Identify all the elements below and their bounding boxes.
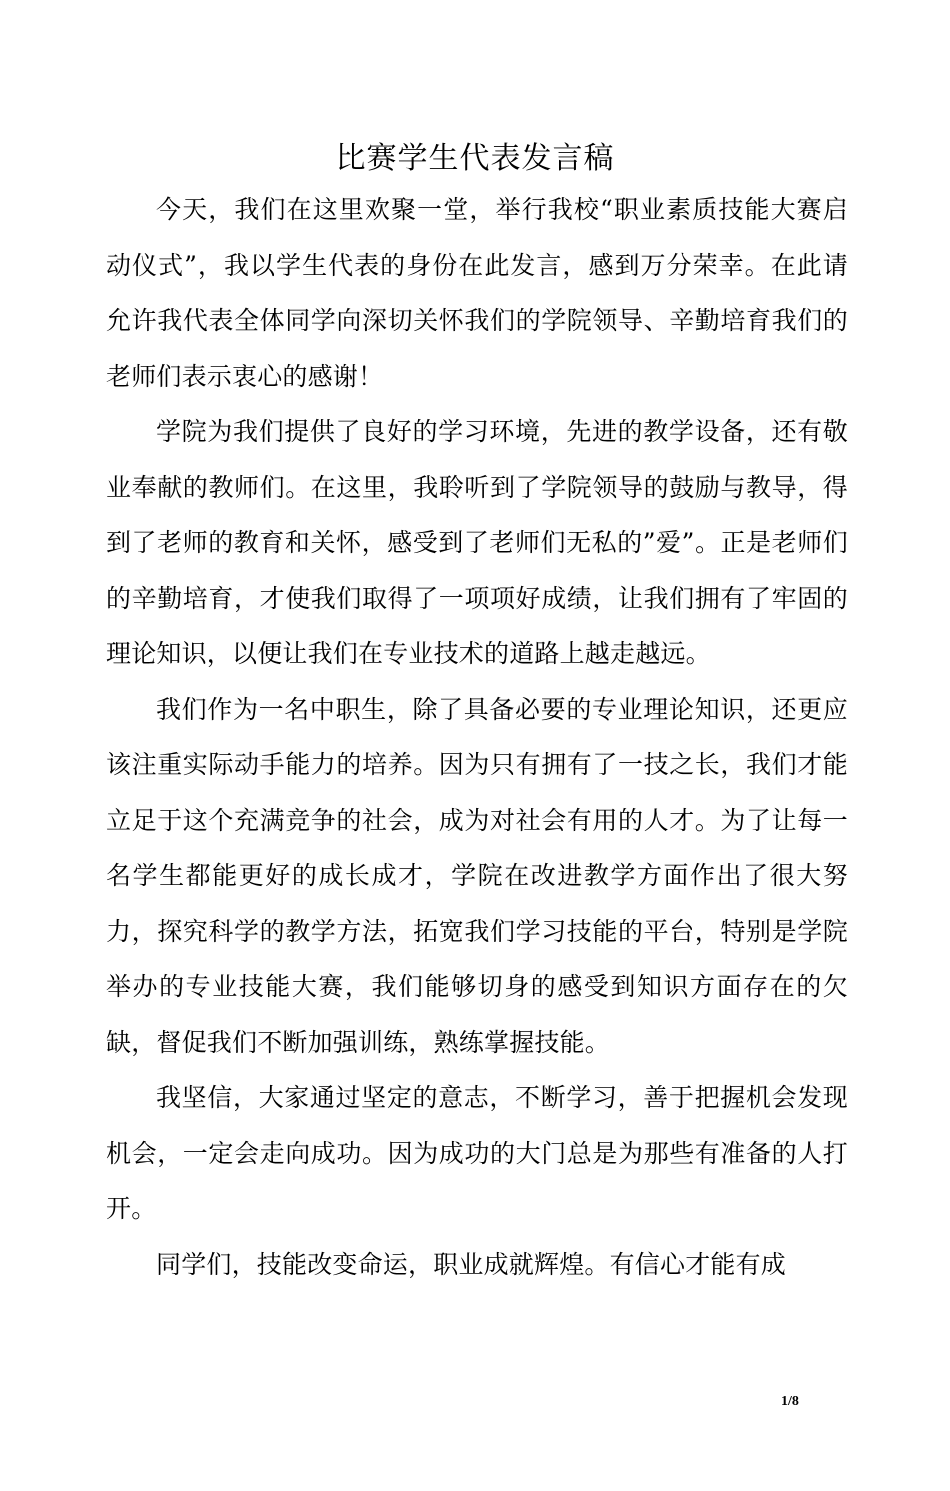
page-number: 1/8	[781, 1394, 799, 1409]
paragraph-5: 同学们，技能改变命运，职业成就辉煌。有信心才能有成	[156, 1249, 787, 1279]
document-body	[106, 182, 848, 1292]
paragraph-2: 学院为我们提供了良好的学习环境，先进的教学设备，还有敬业奉献的教师们。在这里，我聆听到了学院领导的鼓励与教导，得到了老师的教育和关怀，感受到了老师们无私的”爱”。正是老师们的辛勤培育，才使我们取得了一项项好成绩，让我们拥有了牢固的理论知识，以便让我们在专业技术的道路上越走越远。	[106, 417, 848, 668]
paragraph-3: 我们作为一名中职生，除了具备必要的专业理论知识，还更应该注重实际动手能力的培养。因为只有拥有了一技之长，我们才能立足于这个充满竞争的社会，成为对社会有用的人才。为了让每一名学生都能更好的成长成才，学院在改进教学方面作出了很大努力，探究科学的教学方法，拓宽我们学习技能的平台，特别是学院举办的专业技能大赛，我们能够切身的感受到知识方面存在的欠缺，督促我们不断加强训练，熟练掌握技能。	[106, 694, 848, 1057]
paragraph-4: 我坚信，大家通过坚定的意志，不断学习，善于把握机会发现机会，一定会走向成功。因为成功的大门总是为那些有准备的人打开。	[106, 1083, 848, 1223]
paragraph-1: 今天，我们在这里欢聚一堂，举行我校“职业素质技能大赛启动仪式”，我以学生代表的身份在此发言，感到万分荣幸。在此请允许我代表全体同学向深切关怀我们的学院领导、辛勤培育我们的老师们表示衷心的感谢！	[106, 195, 848, 391]
document-title: 比赛学生代表发言稿	[335, 141, 615, 176]
